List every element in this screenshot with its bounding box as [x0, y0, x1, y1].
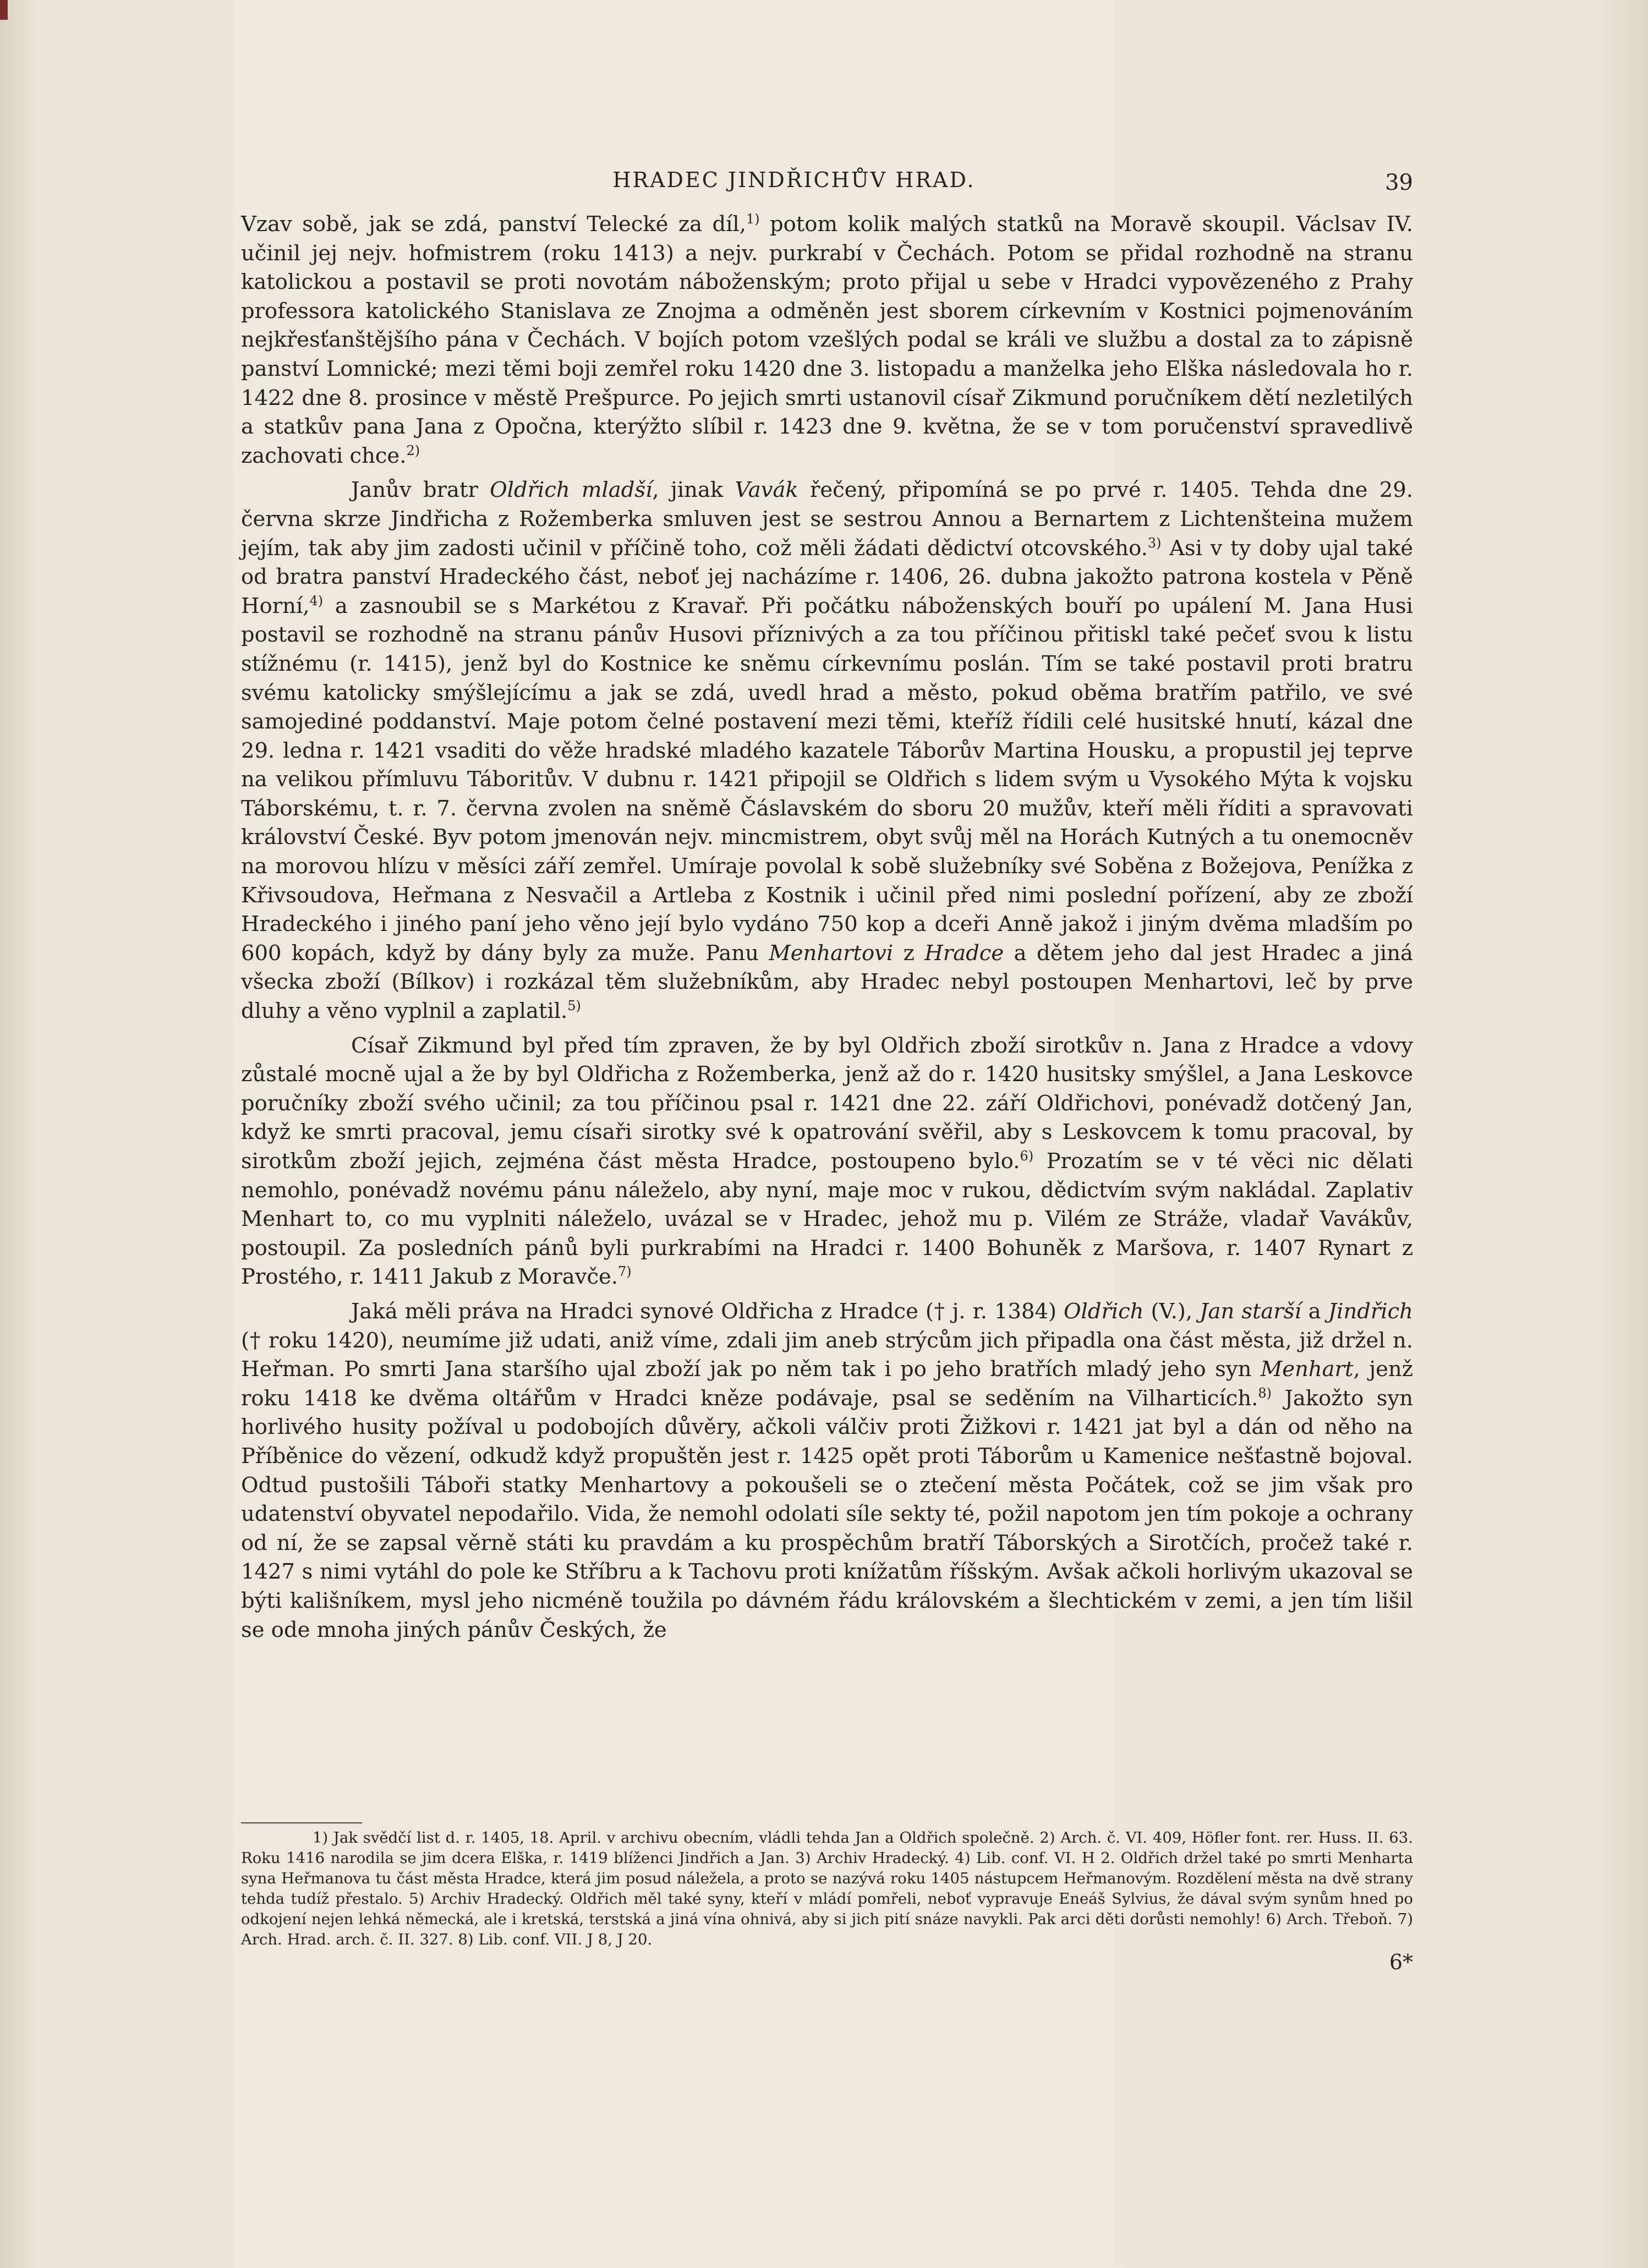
text-run: Asi v ty doby ujal také od bratra panství Hradeckého část, neboť jej nacházíme r. 1406, 26. dubna jakožto patrona kostela v Pěně Horní,: [241, 535, 1413, 618]
text-run: († roku 1420), neumíme již udati, aniž víme, zdali jim aneb strýcům jich připadla ona část města, již držel n. Heřman. Po smrti Jana staršího ujal zboží jak po něm tak i po jeho bratřích mladý jeho syn: [241, 1328, 1413, 1382]
text-run: Jaká měli práva na Hradci synové Oldřicha z Hradce († j. r. 1384): [351, 1299, 1064, 1324]
footnote-ref: 5): [567, 998, 581, 1014]
footnotes: [241, 1828, 1413, 1950]
corner-mark: [0, 0, 8, 20]
page-number: 39: [1385, 170, 1413, 195]
text-run: a zasnoubil se s Markétou z Kravař. Při počátku náboženských bouří po upálení M. Jana Husi postavil se rozhodně na stranu pánův Husovi příznivých a za tou příčinou přitiskl také pečeť svou k listu stížnému (r. 1415), jenž byl do Kostnice ke sněmu církevnímu poslán. Tím se také postavil proti bratru svému katolicky smýšlejícímu a jak se zdá, uvedl hrad a město, pokud oběma bratřím patřilo, ve své samojediné poddanství. Maje potom čelné postavení mezi těmi, kteříž řídili celé husitské hnutí, kázal dne 29. ledna r. 1421 vsaditi do věže hradské mladého kazatele Táborův Martina Housku, a propustil jej teprve na velikou přímluvu Táboritův. V dubnu r. 1421 připojil se Oldřich s lidem svým u Vysokého Mýta k vojsku Táborskému, t. r. 7. června zvolen na sněmě Čáslavském do sboru 20 mužův, kteří měli říditi a spravovati království České. Byv potom jmenován nejv. mincmistrem, obyt svůj měl na Horách Kutných a tu onemocněv na morovou hlízu v měsíci září zemřel. Umíraje povolal k sobě služebníky své Soběna z Božejova, Penížka z Křivsoudova, Heřmana z Nesvačil a Artleba z Kostnik i učinil před nimi poslední pořízení, aby ze zboží Hradeckého i jiného paní jeho věno její bylo vydáno 750 kop a dceři Anně jakož i jiným dvěma mladším po 600 kopách, když by dány byly za muže. Panu: [241, 593, 1413, 966]
italic-name: Menhartovi: [769, 940, 894, 966]
text-run: Císař Zikmund byl před tím zpraven, že by byl Oldřich zboží sirotkův n. Jana z Hradce a vdovy zůstalé mocně ujal a že by byl Oldřicha z Rožemberka, jenž až do r. 1420 husitsky smýšlel, a Jana Leskovce poručníky zboží svého učinil; za tou příčinou psal r. 1421 dne 22. září Oldřichovi, ponévadž dotčený Jan, když ke smrti pracoval, jemu císaři sirotky své k opatrování svěřil, aby s Leskovcem k tomu pracoval, by sirotkům zboží jejich, zejména část města Hradce, postoupeno bylo.: [241, 1033, 1413, 1174]
footnote-rule: [241, 1822, 362, 1823]
body-text: [241, 210, 1413, 1650]
paragraph: [241, 210, 1413, 470]
italic-name: Vavák: [735, 478, 798, 503]
text-run: a dětem jeho dal jest Hradec a jiná všecka zboží (Bílkov) i rozkázal těm služebníkům, aby Hradec nebyl postoupen Menhartovi, leč by prve dluhy a věno vyplnil a zaplatil.: [241, 940, 1413, 1024]
paragraph: [241, 476, 1413, 1026]
footnote-ref: 8): [1258, 1385, 1272, 1401]
text-run: a: [1301, 1299, 1328, 1324]
footnote-text: 1) Jak svědčí list d. r. 1405, 18. April. v archivu obecním, vládli tehda Jan a Oldřich společně. 2) Arch. č. VI. 409, Höfler font. rer. Huss. II. 63. Roku 1416 narodila se jim dcera Elška, r. 1419 blíženci Jindřich a Jan. 3) Archiv Hradecký. 4) Lib. conf. VI. H 2. Oldřich držel také po smrti Menharta syna Heřmanova tu část města Hradce, která jim posud náležela, a proto se nazývá roku 1405 nástupcem Heřmanovým. Rozdělení města na dvě strany tehda tudíž přestalo. 5) Archiv Hradecký. Oldřich měl také syny, kteří v mládí pomřeli, neboť vypravuje Eneáš Sylvius, že dával svým synům hned po odkojení nejen lehká německá, ale i kretská, terstská a jiná vína ohnivá, aby si jich pití snáze navykli. Pak arci děti dorůsti nemohly! 6) Arch. Třeboň. 7) Arch. Hrad. arch. č. II. 327. 8) Lib. conf. VII. J 8, J 20.: [241, 1829, 1413, 1948]
italic-name: Jan starší: [1200, 1299, 1301, 1324]
text-run: (V.),: [1143, 1299, 1200, 1324]
footnote-ref: 3): [1147, 535, 1162, 551]
footnote-ref: 6): [1020, 1148, 1034, 1164]
italic-name: Oldřich mladší: [490, 478, 653, 503]
text-run: Vzav sobě, jak se zdá, panství Telecké za díl,: [241, 212, 746, 237]
signature-mark: 6*: [1389, 1950, 1413, 1974]
italic-name: Menhart: [1260, 1357, 1354, 1382]
italic-name: Hradce: [924, 940, 1004, 966]
text-run: , jenž roku 1418 ke dvěma oltářům v Hradci kněze podávaje, psal se seděním na Vilharticích.: [241, 1357, 1414, 1411]
text-run: Jakožto syn horlivého husity požíval u podobojích důvěry, ačkoli válčiv proti Žižkovi r. 1421 jat byl a dán od něho na Příběnice do vězení, odkudž když propuštěn jest r. 1425 opět proti Táborům u Kamenice nešťastně bojoval. Odtud pustošili Tábořі statky Menhartovy a pokoušeli se o ztečení města Počátek, což se jim však pro udatenství obyvatel nepodařilo. Vida, že nemohl odolati síle sekty té, požil napotom jen tím pokoje a ochrany od ní, že se zapsal věrně státi ku pravdám a ku prospěchům bratří Táborských a Sirotčích, pročež také r. 1427 s nimi vytáhl do pole ke Stříbru a k Tachovu proti knížatům říšským. Avšak ačkoli horlivým ukazoval se býti kališníkem, mysl jeho nicméně toužila po dávném řádu královském a šlechtickém v zemi, a jen tím lišil se ode mnoha jiných pánův Českých, že: [241, 1385, 1414, 1642]
text-run: Prozatím se v té věci nic dělati nemohlo, ponévadž novému pánu náleželo, aby nyní, maje moc v rukou, dědictvím svým nakládal. Zaplativ Menhart to, co mu vyplniti náleželo, uvázal se v Hradec, jehož mu p. Vilém ze Stráže, vladař Vavákův, postoupil. Za posledních pánů byli purkrabími na Hradci r. 1400 Bohuněk z Maršova, r. 1407 Rynart z Prostého, r. 1411 Jakub z Moravče.: [241, 1149, 1413, 1290]
text-run: , jinak: [652, 478, 735, 503]
italic-name: Oldřich: [1063, 1299, 1144, 1324]
italic-name: Jindřich: [1328, 1299, 1413, 1324]
footnote-ref: 4): [309, 593, 324, 609]
paragraph: [241, 1297, 1413, 1645]
footnote-ref: 1): [746, 211, 760, 227]
footnote-ref: 2): [406, 442, 420, 458]
text-run: z: [893, 940, 925, 966]
text-run: Janův bratr: [351, 478, 490, 503]
footnote-ref: 7): [618, 1264, 632, 1280]
text-run: potom kolik malých statků na Moravě skoupil. Václsav IV. učinil jej nejv. hofmistrem (roku 1413) a nejv. purkrabí v Čechách. Potom se přidal rozhodně na stranu katolickou a postavil se proti novotám náboženským; proto přijal u sebe v Hradci vypovězeného z Prahy professora katolického Stanislava ze Znojma a odměněn jest sborem církevním v Kostnici pojmenováním nejkřesťanštějšího pána v Čechách. V bojích potom vzešlých podal se králi ve službu a dostal za to zápisně panství Lomnické; mezi těmi boji zemřel roku 1420 dne 3. listopadu a manželka jeho Elška následovala ho r. 1422 dne 8. prosince v městě Prešpurce. Po jejich smrti ustanovil císař Zikmund poručníkem dětí nezletilých a statkův pana Jana z Opočna, kterýžto slíbil r. 1423 dne 9. května, že se v tom poručenství spravedlivě zachovati chce.: [241, 212, 1413, 468]
running-head: HRADEC JINDŘICHŮV HRAD.: [612, 168, 976, 192]
page-header: [241, 168, 1413, 201]
paragraph: [241, 1032, 1413, 1292]
text-run: řečený, připomíná se po prvé r. 1405. Tehda dne 29. června skrze Jindřicha z Rožemberka smluven jest se sestrou Annou a Bernartem z Lichtenšteina mužem jejím, tak aby jim zadosti učinil v příčině toho, což měli žádati dědictví otcovského.: [241, 478, 1413, 561]
